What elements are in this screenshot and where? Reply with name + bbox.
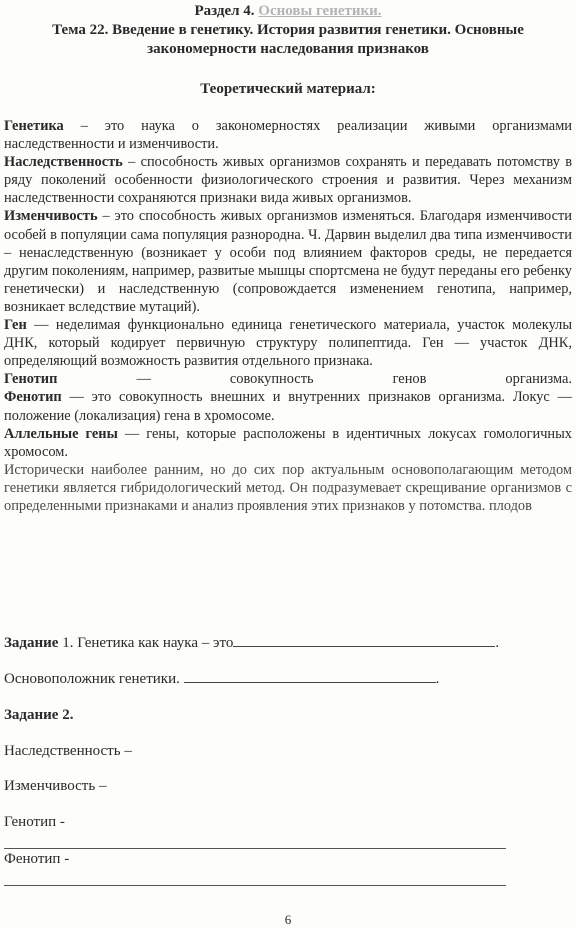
text-allele: — гены, которые расположены в идентичных локусах гомологичных хромосом.: [4, 425, 572, 460]
section-title: [0, 2, 576, 20]
definition-allele: [4, 425, 572, 461]
definition-phenotype: [4, 388, 572, 424]
section-link[interactable]: Основы генетики.: [258, 3, 382, 19]
page-number: 6: [284, 912, 292, 927]
answer-line-phenotype[interactable]: [4, 885, 506, 886]
task2-item-variability: Изменчивость –: [4, 778, 107, 794]
definition-heredity: [4, 153, 572, 207]
task2-heading: [4, 706, 73, 724]
founder-end: .: [435, 671, 440, 687]
founder-prompt: Основоположник генетики.: [4, 671, 180, 687]
task2-label: Задание 2.: [4, 707, 74, 723]
section-label: Раздел 4.: [194, 3, 255, 19]
text-genetics: – это наука о закономерностях реализации живыми организмами наследственности и изменчивости.: [4, 118, 572, 153]
task2-item-heredity: Наследственность –: [4, 743, 132, 759]
founder-line: [4, 669, 439, 688]
term-genetics: Генетика: [4, 118, 64, 134]
text-heredity: – способность живых организмов сохранять и передавать потомству в ряду поколений особенности физиологического строения и развития. Через механизм наследственности сохраняются признаки вида живых организмов.: [4, 154, 572, 207]
text-phenotype: — это совокупность внешних и внутренних признаков организма. Локус — положение (локализация) гена в хромосоме.: [4, 389, 572, 424]
task1-answer-blank[interactable]: [233, 633, 495, 647]
definition-genetics: [4, 117, 572, 153]
task1-prompt: Генетика как наука – это: [73, 635, 234, 651]
term-heredity: Наследственность: [4, 154, 123, 171]
task1-end: .: [495, 635, 500, 651]
task1-number: 1.: [58, 635, 74, 651]
task2-item-phenotype: Фенотип -: [4, 851, 70, 867]
definition-gene: [4, 316, 572, 370]
answer-line-genotype[interactable]: [4, 848, 506, 849]
definition-genotype: [4, 370, 572, 388]
history-paragraph: Исторически наиболее ранним, но до сих пор актуальным основополагающим методом генетики является гибридологический метод. Он подразумевает скрещивание организмов с определенными признаками и анализ проявления этих признаков у потомства. плодов: [4, 461, 572, 514]
founder-answer-blank[interactable]: [184, 669, 436, 683]
topic-title: Тема 22. Введение в генетику. История развития генетики. Основные закономерности наследования признаков: [52, 22, 524, 57]
text-variability: – это способность живых организмов изменяться. Благодаря изменчивости особей в популяции сама популяция разнородна. Ч. Дарвин выделил два типа изменчивости – ненаследственную (возникает у особи под влиянием факторов среды, не передается другим поколениям, например, развитые мышцы спортсмена не будут переданы его ребенку генетически) и наследственную (сопровождается изменением генотипа, например, возникает вследствие мутаций).: [4, 208, 572, 315]
term-variability: Изменчивость: [4, 208, 98, 225]
task2-item-genotype: Генотип -: [4, 814, 65, 830]
term-genotype: Генотип: [4, 371, 58, 388]
term-allele: Аллельные гены: [4, 425, 118, 442]
term-gene: Ген: [4, 317, 27, 334]
task1-label: Задание: [4, 635, 59, 651]
theory-heading: Теоретический материал:: [200, 81, 376, 97]
text-genotype: — совокупность генов организма.: [57, 371, 572, 388]
theory-body: [4, 117, 572, 515]
task1-line: [4, 633, 572, 652]
term-phenotype: Фенотип: [4, 389, 62, 406]
definition-variability: [4, 207, 572, 316]
text-gene: — неделимая функционально единица генетического материала, участок молекулы ДНК, который кодирует первичную структуру полипептида. Ген — участок ДНК, определяющий возможность развития отдельного признака.: [4, 317, 572, 370]
